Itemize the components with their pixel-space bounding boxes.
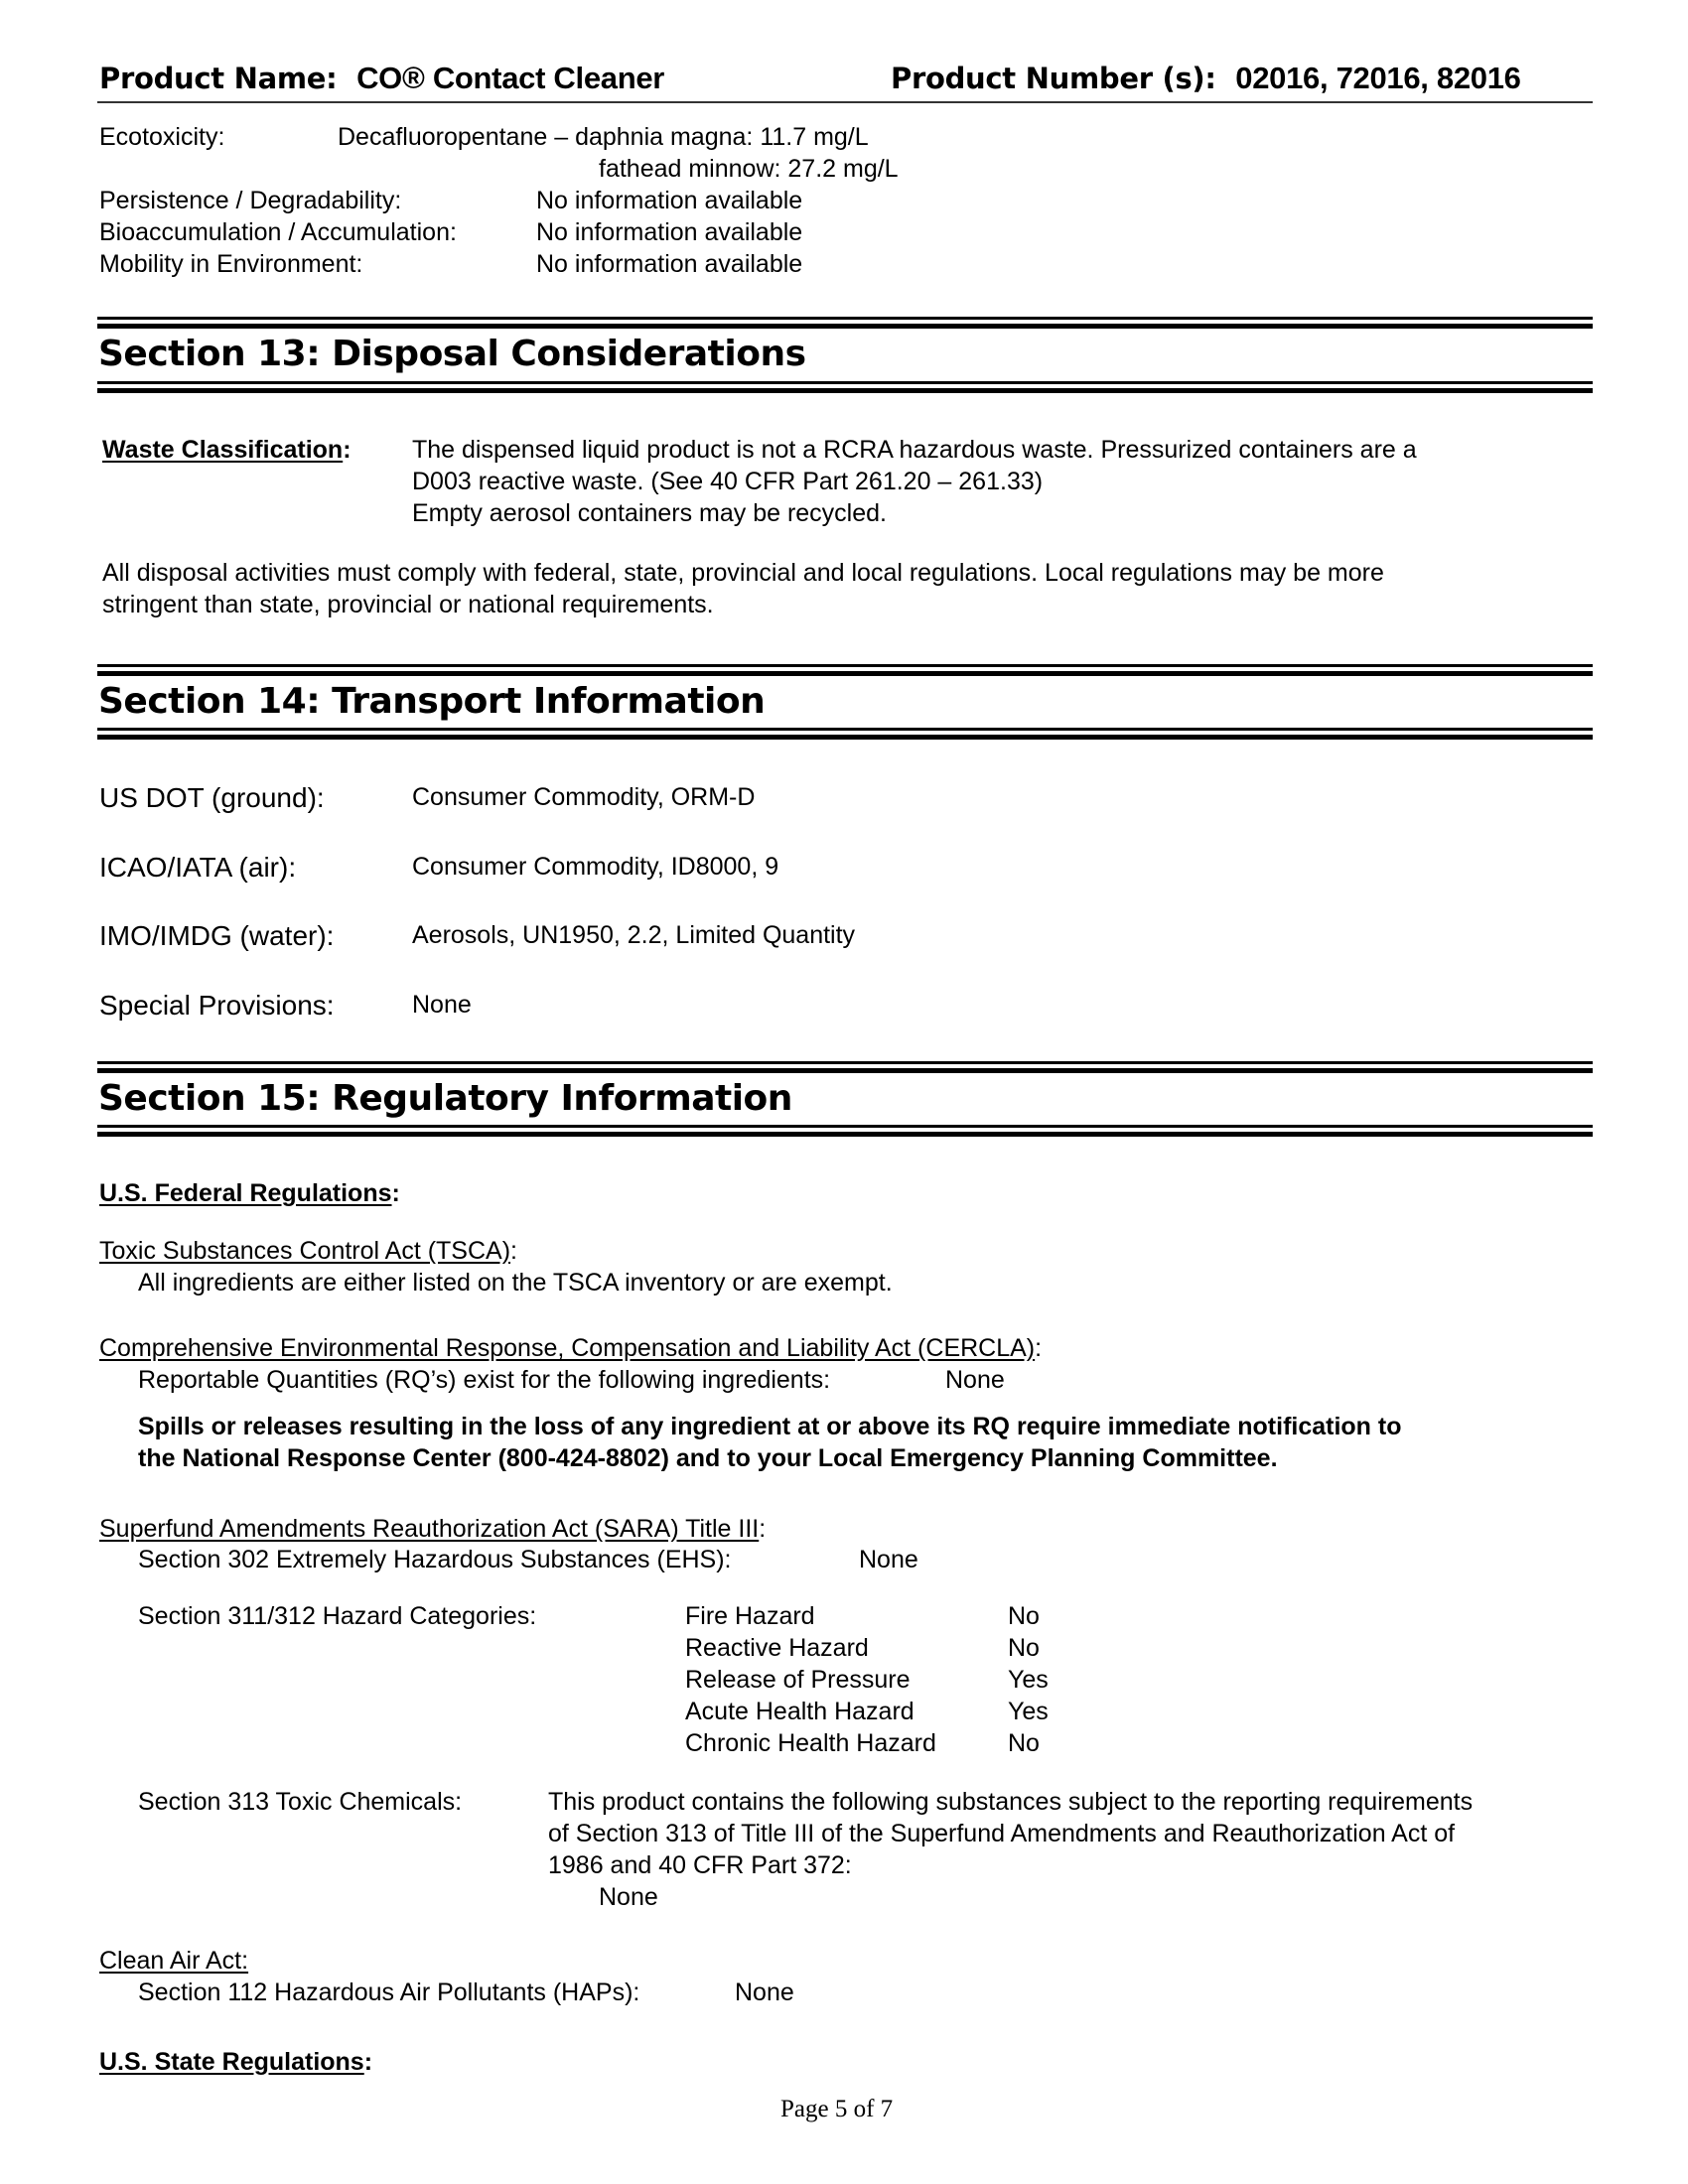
clean-air-act-heading: Clean Air Act: [99, 1947, 249, 1975]
mobility-label: Mobility in Environment: [99, 250, 363, 278]
section-313-value: None [599, 1883, 658, 1911]
product-number-header [891, 62, 1521, 95]
ecotoxicity-line-2: fathead minnow: 27.2 mg/L [599, 155, 899, 183]
section-14-rule-top-thick [97, 671, 1593, 676]
hazard-name-fire: Fire Hazard [685, 1602, 815, 1630]
persistence-value: No information available [536, 187, 803, 214]
section-14-rule-top-thin [97, 664, 1593, 667]
section-13-rule-top-thin [97, 317, 1593, 320]
transport-value-icao-iata: Consumer Commodity, ID8000, 9 [412, 853, 779, 881]
product-number-label: Product Number (s): [891, 62, 1216, 95]
cercla-rq-value: None [945, 1366, 1005, 1394]
hazard-categories-label: Section 311/312 Hazard Categories: [138, 1602, 537, 1630]
spills-notice-line-1: Spills or releases resulting in the loss of any ingredient at or above its RQ require immediate notification to [138, 1413, 1402, 1440]
ehs-value: None [859, 1546, 918, 1573]
transport-value-special-provisions: None [412, 991, 472, 1019]
header-rule [97, 101, 1593, 103]
transport-label-us-dot: US DOT (ground): [99, 782, 325, 813]
waste-line-2: D003 reactive waste. (See 40 CFR Part 261.20 – 261.33) [412, 468, 1044, 495]
page-number: Page 5 of 7 [780, 2096, 894, 2122]
mobility-value: No information available [536, 250, 803, 278]
transport-label-icao-iata: ICAO/IATA (air): [99, 852, 297, 883]
hazard-name-release-of-pressure: Release of Pressure [685, 1666, 911, 1694]
hazard-value-fire: No [1008, 1602, 1040, 1630]
product-name-label: Product Name: [99, 62, 338, 95]
section-14-rule-bottom-thin [97, 728, 1593, 731]
spills-notice-line-2: the National Response Center (800-424-8802) and to your Local Emergency Planning Committee. [138, 1444, 1278, 1472]
hazard-value-chronic-health: No [1008, 1729, 1040, 1757]
product-numbers: 02016, 72016, 82016 [1235, 61, 1521, 95]
waste-line-3: Empty aerosol containers may be recycled. [412, 499, 887, 527]
section-313-line-1: This product contains the following substances subject to the reporting requirements [548, 1788, 1474, 1816]
cercla-rq-label: Reportable Quantities (RQ’s) exist for the following ingredients: [138, 1366, 831, 1394]
hazard-name-reactive: Reactive Hazard [685, 1634, 869, 1662]
section-15-rule-bottom-thick [97, 1132, 1593, 1137]
waste-classification-label: Waste Classification: [102, 436, 352, 464]
bioaccumulation-label: Bioaccumulation / Accumulation: [99, 218, 457, 246]
cercla-heading: Comprehensive Environmental Response, Compensation and Liability Act (CERCLA): [99, 1334, 1043, 1362]
section-15-title: Section 15: Regulatory Information [98, 1078, 792, 1119]
hazard-value-acute-health: Yes [1008, 1698, 1049, 1725]
tsca-heading: Toxic Substances Control Act (TSCA): [99, 1237, 517, 1265]
transport-label-imo-imdg: IMO/IMDG (water): [99, 920, 335, 951]
state-regulations-heading: U.S. State Regulations: [99, 2048, 373, 2076]
bioaccumulation-value: No information available [536, 218, 803, 246]
persistence-label: Persistence / Degradability: [99, 187, 402, 214]
federal-regulations-heading: U.S. Federal Regulations: [99, 1179, 400, 1207]
section-13-rule-bottom-thin [97, 381, 1593, 384]
product-name-header [99, 62, 664, 95]
transport-label-special-provisions: Special Provisions: [99, 990, 335, 1021]
section-14-title: Section 14: Transport Information [98, 681, 766, 722]
ecotoxicity-label: Ecotoxicity: [99, 123, 225, 151]
haps-label: Section 112 Hazardous Air Pollutants (HAPs): [138, 1979, 640, 2006]
section-13-rule-top-thick [97, 324, 1593, 329]
section-13-title: Section 13: Disposal Considerations [98, 334, 806, 374]
ecotoxicity-line-1: Decafluoropentane – daphnia magna: 11.7 mg/L [338, 123, 869, 151]
section-15-rule-top-thin [97, 1061, 1593, 1064]
hazard-name-chronic-health: Chronic Health Hazard [685, 1729, 936, 1757]
section-313-label: Section 313 Toxic Chemicals: [138, 1788, 463, 1816]
tsca-text: All ingredients are either listed on the TSCA inventory or are exempt. [138, 1269, 893, 1297]
product-name: CO® Contact Cleaner [356, 61, 665, 95]
hazard-name-acute-health: Acute Health Hazard [685, 1698, 914, 1725]
section-15-rule-top-thick [97, 1068, 1593, 1073]
disposal-line-2: stringent than state, provincial or national requirements. [102, 591, 714, 618]
hazard-value-release-of-pressure: Yes [1008, 1666, 1049, 1694]
hazard-value-reactive: No [1008, 1634, 1040, 1662]
sara-heading: Superfund Amendments Reauthorization Act (SARA) Title III: [99, 1515, 767, 1543]
haps-value: None [735, 1979, 794, 2006]
waste-line-1: The dispensed liquid product is not a RCRA hazardous waste. Pressurized containers are a [412, 436, 1417, 464]
section-313-line-2: of Section 313 of Title III of the Superfund Amendments and Reauthorization Act of [548, 1820, 1456, 1847]
transport-value-us-dot: Consumer Commodity, ORM-D [412, 783, 756, 811]
disposal-line-1: All disposal activities must comply with federal, state, provincial and local regulations. Local regulations may be more [102, 559, 1384, 587]
section-13-rule-bottom-thick [97, 388, 1593, 393]
section-15-rule-bottom-thin [97, 1125, 1593, 1128]
section-313-line-3: 1986 and 40 CFR Part 372: [548, 1851, 852, 1879]
section-14-rule-bottom-thick [97, 735, 1593, 740]
transport-value-imo-imdg: Aerosols, UN1950, 2.2, Limited Quantity [412, 921, 856, 949]
ehs-label: Section 302 Extremely Hazardous Substances (EHS): [138, 1546, 732, 1573]
